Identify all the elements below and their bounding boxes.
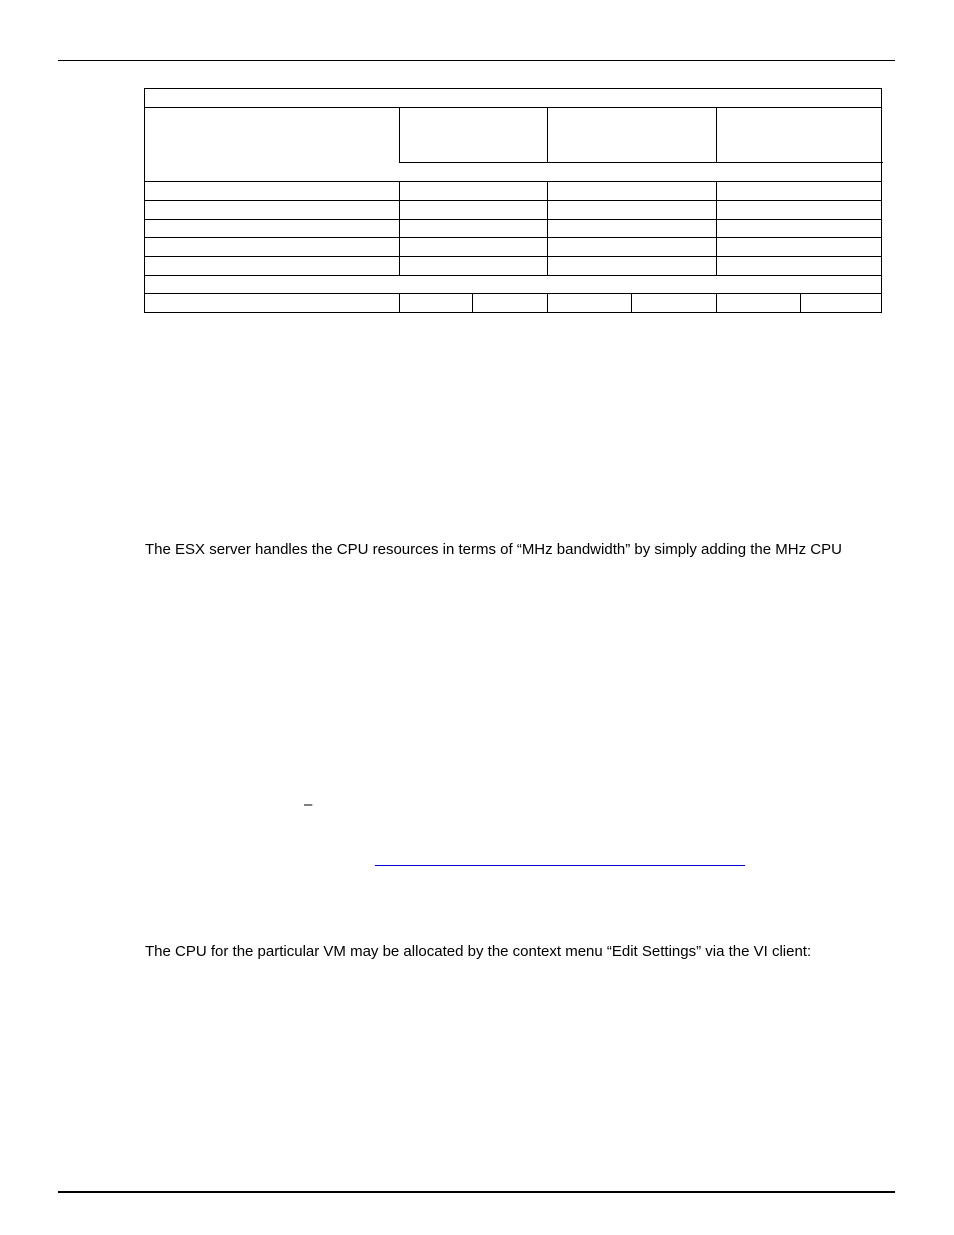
dash-mark: – [304, 796, 313, 813]
table-col-line [716, 107, 717, 163]
table-col-line [547, 293, 548, 313]
paragraph-cpu-allocation: The CPU for the particular VM may be allocated by the context menu “Edit Settings” via the VI client: [145, 943, 812, 960]
table-row-line [399, 162, 883, 163]
footer-rule [58, 1191, 895, 1193]
hyperlink-underline[interactable] [375, 865, 745, 866]
table-col-line [472, 293, 473, 313]
paragraph-esx-cpu: The ESX server handles the CPU resources in terms of “MHz bandwidth” by simply adding the MHz CPU [145, 541, 842, 558]
table-row-line [145, 181, 881, 182]
header-rule [58, 60, 895, 61]
table-row-line [145, 256, 881, 257]
table-row-line [145, 200, 881, 201]
table-col-line [800, 293, 801, 313]
table-col-line [547, 107, 548, 163]
table-col-line [399, 107, 400, 163]
table-col-line [399, 181, 400, 276]
table-col-line [716, 293, 717, 313]
spec-table [144, 88, 882, 313]
table-col-line [399, 293, 400, 313]
table-row-line [145, 107, 881, 108]
table-col-line [547, 181, 548, 276]
table-row-line [145, 293, 881, 294]
table-col-line [631, 293, 632, 313]
table-col-line [716, 181, 717, 276]
table-row-line [145, 275, 881, 276]
table-row-line [145, 219, 881, 220]
table-row-line [145, 237, 881, 238]
